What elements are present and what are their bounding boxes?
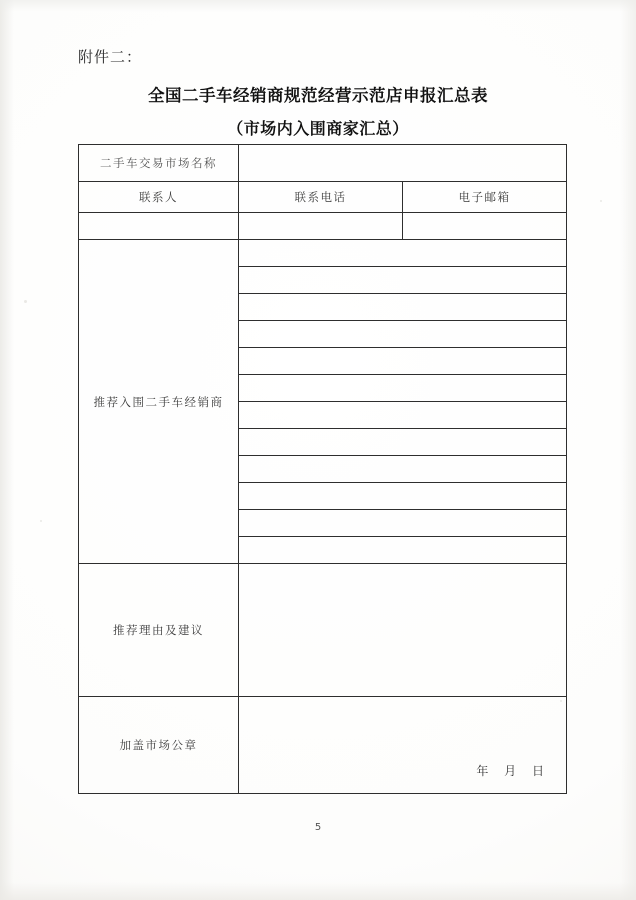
scan-shadow-bottom [0,882,636,900]
dealer-row-value[interactable] [239,321,567,348]
table-row-suggestion [79,564,567,697]
suggestion-value-cell[interactable] [239,564,567,697]
email-label-cell [403,182,567,213]
page-number: 5 [314,822,322,833]
table-row-market-name [79,145,567,182]
suggestion-label: 推荐理由及建议 [113,623,204,637]
application-summary-table [78,144,567,794]
dealer-row-value[interactable] [239,537,567,564]
contact-phone-label: 联系电话 [294,190,347,204]
contact-phone-value-cell[interactable] [239,213,403,240]
page-title: 全国二手车经销商规范经营示范店申报汇总表 [148,86,488,105]
market-name-value-cell[interactable] [239,145,567,182]
dealer-row-value[interactable] [239,294,567,321]
scan-shadow-top [0,0,636,12]
page-subtitle: （市场内入围商家汇总） [227,119,409,138]
dealer-row-value[interactable] [239,240,567,267]
seal-label: 加盖市场公章 [119,738,198,752]
suggestion-label-cell [79,564,239,697]
contact-person-value-cell[interactable] [79,213,239,240]
contact-phone-label-cell [239,182,403,213]
email-label: 电子邮箱 [458,190,511,204]
table-row-contact-values [79,213,567,240]
dealer-row-value[interactable] [239,267,567,294]
email-value-cell[interactable] [403,213,567,240]
table-row [79,240,567,267]
table-row-contact-headers [79,182,567,213]
scan-speck [40,520,42,522]
recommended-dealers-label-cell [79,240,239,564]
market-name-label: 二手车交易市场名称 [100,156,217,170]
market-name-label-cell [79,145,239,182]
dealer-row-value[interactable] [239,402,567,429]
dealer-row-value[interactable] [239,456,567,483]
seal-value-cell[interactable] [239,697,567,794]
seal-label-cell [79,697,239,794]
dealer-row-value[interactable] [239,510,567,537]
scan-speck [600,200,602,202]
date-line: 年 月 日 [476,764,550,778]
dealer-row-value[interactable] [239,375,567,402]
dealer-row-value[interactable] [239,348,567,375]
dealer-row-value[interactable] [239,483,567,510]
recommended-dealers-label: 推荐入围二手车经销商 [93,394,224,409]
attachment-label: 附件二： [78,48,143,66]
contact-person-label: 联系人 [139,190,178,204]
contact-person-label-cell [79,182,239,213]
scan-speck [24,300,27,303]
dealer-row-value[interactable] [239,429,567,456]
table-row-seal [79,697,567,794]
